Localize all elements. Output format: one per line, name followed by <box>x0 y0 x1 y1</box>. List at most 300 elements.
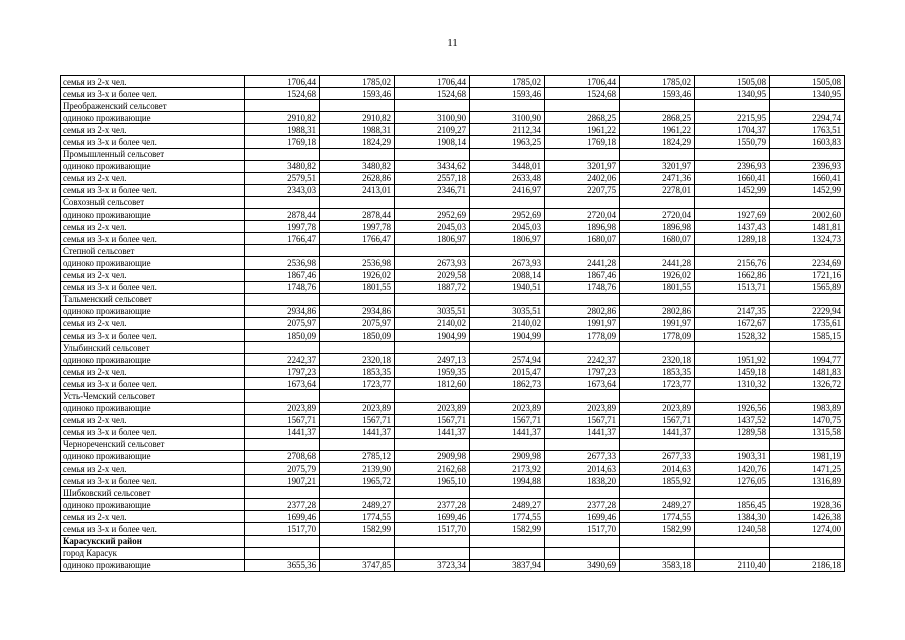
value-cell: 2489,27 <box>620 499 695 511</box>
row-label: семья из 2-х чел. <box>61 76 245 88</box>
value-cell: 1778,09 <box>545 329 620 341</box>
value-cell: 3201,97 <box>545 160 620 172</box>
row-label: одиноко проживающие <box>61 559 245 571</box>
value-cell: 1812,60 <box>395 378 470 390</box>
value-cell <box>695 148 770 160</box>
value-cell <box>395 535 470 547</box>
value-cell: 1680,07 <box>545 233 620 245</box>
row-label: семья из 3-х и более чел. <box>61 426 245 438</box>
value-cell <box>545 342 620 354</box>
value-cell: 1850,09 <box>245 329 320 341</box>
section-name: Промышленный сельсовет <box>61 148 245 160</box>
value-cell: 1997,78 <box>245 221 320 233</box>
value-cell: 3035,51 <box>395 305 470 317</box>
value-cell <box>395 342 470 354</box>
value-cell: 1452,99 <box>695 184 770 196</box>
value-cell: 1459,18 <box>695 366 770 378</box>
value-cell: 2075,97 <box>320 317 395 329</box>
value-cell: 1324,73 <box>770 233 845 245</box>
value-cell: 2909,98 <box>395 450 470 462</box>
value-cell: 2673,93 <box>395 257 470 269</box>
table-row <box>61 281 845 293</box>
value-cell: 2109,27 <box>395 124 470 136</box>
value-cell: 1517,70 <box>245 523 320 535</box>
value-cell: 2497,13 <box>395 354 470 366</box>
value-cell: 2720,04 <box>620 209 695 221</box>
value-cell: 1766,47 <box>245 233 320 245</box>
value-cell: 1316,89 <box>770 475 845 487</box>
table-row <box>61 305 845 317</box>
value-cell: 1706,44 <box>395 76 470 88</box>
value-cell: 1951,92 <box>695 354 770 366</box>
value-cell: 1567,71 <box>620 414 695 426</box>
value-cell <box>695 547 770 559</box>
table-row <box>61 112 845 124</box>
value-cell: 1926,56 <box>695 402 770 414</box>
value-cell: 2023,89 <box>395 402 470 414</box>
value-cell: 2377,28 <box>245 499 320 511</box>
value-cell <box>545 535 620 547</box>
row-label: семья из 3-х и более чел. <box>61 233 245 245</box>
value-cell: 2878,44 <box>245 209 320 221</box>
value-cell: 2628,86 <box>320 172 395 184</box>
value-cell <box>545 438 620 450</box>
value-cell: 1769,18 <box>245 136 320 148</box>
value-cell: 1853,35 <box>320 366 395 378</box>
value-cell: 3480,82 <box>320 160 395 172</box>
value-cell: 1699,46 <box>245 511 320 523</box>
value-cell: 2471,36 <box>620 172 695 184</box>
value-cell: 3723,34 <box>395 559 470 571</box>
value-cell <box>395 487 470 499</box>
value-cell: 1567,71 <box>320 414 395 426</box>
value-cell: 2677,33 <box>545 450 620 462</box>
table-row <box>61 559 845 571</box>
row-label: одиноко проживающие <box>61 160 245 172</box>
value-cell: 1824,29 <box>320 136 395 148</box>
value-cell <box>320 547 395 559</box>
value-cell <box>770 100 845 112</box>
value-cell <box>470 438 545 450</box>
value-cell: 2162,68 <box>395 463 470 475</box>
value-cell: 1582,99 <box>470 523 545 535</box>
value-cell: 2075,79 <box>245 463 320 475</box>
value-cell: 2088,14 <box>470 269 545 281</box>
value-cell <box>620 547 695 559</box>
table-body <box>61 76 845 572</box>
value-cell: 1274,00 <box>770 523 845 535</box>
value-cell: 2677,33 <box>620 450 695 462</box>
value-cell: 1763,51 <box>770 124 845 136</box>
section-header-row <box>61 245 845 257</box>
value-cell: 2868,25 <box>620 112 695 124</box>
table-row <box>61 172 845 184</box>
table-row <box>61 269 845 281</box>
table-row <box>61 378 845 390</box>
value-cell: 1774,55 <box>470 511 545 523</box>
value-cell: 1769,18 <box>545 136 620 148</box>
value-cell <box>620 245 695 257</box>
value-cell: 2140,02 <box>395 317 470 329</box>
value-cell: 1748,76 <box>245 281 320 293</box>
section-name: Тальменский сельсовет <box>61 293 245 305</box>
value-cell: 1289,18 <box>695 233 770 245</box>
row-label: семья из 2-х чел. <box>61 172 245 184</box>
value-cell <box>395 100 470 112</box>
value-cell: 3201,97 <box>620 160 695 172</box>
value-cell: 2785,12 <box>320 450 395 462</box>
value-cell: 1983,89 <box>770 402 845 414</box>
table-row <box>61 475 845 487</box>
value-cell <box>470 547 545 559</box>
value-cell: 1481,81 <box>770 221 845 233</box>
value-cell: 1926,02 <box>620 269 695 281</box>
value-cell: 1452,99 <box>770 184 845 196</box>
value-cell <box>320 148 395 160</box>
value-cell <box>695 342 770 354</box>
value-cell <box>470 390 545 402</box>
value-cell: 2802,86 <box>620 305 695 317</box>
row-label: семья из 2-х чел. <box>61 463 245 475</box>
section-header-row <box>61 438 845 450</box>
value-cell: 1963,25 <box>470 136 545 148</box>
value-cell: 2234,69 <box>770 257 845 269</box>
value-cell: 1735,61 <box>770 317 845 329</box>
table-row <box>61 184 845 196</box>
value-cell: 2396,93 <box>770 160 845 172</box>
value-cell: 1853,35 <box>620 366 695 378</box>
value-cell <box>620 196 695 208</box>
section-header-row <box>61 293 845 305</box>
value-cell: 1426,38 <box>770 511 845 523</box>
value-cell: 2320,18 <box>320 354 395 366</box>
value-cell <box>770 487 845 499</box>
value-cell <box>395 438 470 450</box>
value-cell <box>620 293 695 305</box>
value-cell: 2536,98 <box>320 257 395 269</box>
value-cell: 1528,32 <box>695 329 770 341</box>
value-cell: 2910,82 <box>245 112 320 124</box>
value-cell: 3747,85 <box>320 559 395 571</box>
row-label: одиноко проживающие <box>61 450 245 462</box>
value-cell <box>695 100 770 112</box>
value-cell: 2441,28 <box>545 257 620 269</box>
value-cell <box>770 438 845 450</box>
value-cell <box>245 487 320 499</box>
value-cell <box>545 196 620 208</box>
value-cell: 2014,63 <box>545 463 620 475</box>
value-cell: 1310,32 <box>695 378 770 390</box>
value-cell <box>770 148 845 160</box>
row-label: семья из 2-х чел. <box>61 366 245 378</box>
section-name: город Карасук <box>61 547 245 559</box>
value-cell: 1867,46 <box>545 269 620 281</box>
value-cell: 1801,55 <box>620 281 695 293</box>
section-name: Совхозный сельсовет <box>61 196 245 208</box>
value-cell: 1748,76 <box>545 281 620 293</box>
value-cell: 1505,08 <box>695 76 770 88</box>
value-cell: 1806,97 <box>395 233 470 245</box>
value-cell <box>470 342 545 354</box>
value-cell: 2396,93 <box>695 160 770 172</box>
value-cell: 2909,98 <box>470 450 545 462</box>
value-cell: 1603,83 <box>770 136 845 148</box>
value-cell <box>695 535 770 547</box>
value-cell: 3100,90 <box>470 112 545 124</box>
table-row <box>61 523 845 535</box>
value-cell <box>395 245 470 257</box>
value-cell <box>545 390 620 402</box>
page-number: 11 <box>447 37 458 49</box>
value-cell: 2023,89 <box>545 402 620 414</box>
value-cell: 1997,78 <box>320 221 395 233</box>
value-cell: 2952,69 <box>470 209 545 221</box>
value-cell: 1593,46 <box>620 88 695 100</box>
value-cell: 1420,76 <box>695 463 770 475</box>
value-cell: 2416,97 <box>470 184 545 196</box>
value-cell: 2045,03 <box>395 221 470 233</box>
row-label: семья из 2-х чел. <box>61 221 245 233</box>
value-cell: 1850,09 <box>320 329 395 341</box>
value-cell: 2112,34 <box>470 124 545 136</box>
value-cell: 2708,68 <box>245 450 320 462</box>
value-cell <box>770 535 845 547</box>
section-name: Улыбинский сельсовет <box>61 342 245 354</box>
value-cell <box>770 293 845 305</box>
table-row <box>61 329 845 341</box>
value-cell: 2173,92 <box>470 463 545 475</box>
row-label: одиноко проживающие <box>61 354 245 366</box>
value-cell: 3655,36 <box>245 559 320 571</box>
value-cell: 2215,95 <box>695 112 770 124</box>
value-cell: 1706,44 <box>245 76 320 88</box>
value-cell: 2574,94 <box>470 354 545 366</box>
value-cell: 1785,02 <box>320 76 395 88</box>
value-cell <box>470 245 545 257</box>
value-cell <box>395 293 470 305</box>
region-header-row <box>61 535 845 547</box>
value-cell <box>620 438 695 450</box>
value-cell <box>695 438 770 450</box>
value-cell: 2579,51 <box>245 172 320 184</box>
value-cell: 1441,37 <box>545 426 620 438</box>
value-cell: 1680,07 <box>620 233 695 245</box>
table-row <box>61 499 845 511</box>
value-cell: 1896,98 <box>545 221 620 233</box>
value-cell: 1965,72 <box>320 475 395 487</box>
section-header-row <box>61 100 845 112</box>
value-cell <box>620 342 695 354</box>
value-cell: 1699,46 <box>395 511 470 523</box>
value-cell: 3448,01 <box>470 160 545 172</box>
value-cell: 1481,83 <box>770 366 845 378</box>
value-cell <box>320 535 395 547</box>
value-cell: 2489,27 <box>470 499 545 511</box>
value-cell: 1699,46 <box>545 511 620 523</box>
section-name: Степной сельсовет <box>61 245 245 257</box>
value-cell <box>245 293 320 305</box>
value-cell: 2294,74 <box>770 112 845 124</box>
value-cell: 1524,68 <box>245 88 320 100</box>
value-cell <box>470 293 545 305</box>
value-cell: 1582,99 <box>320 523 395 535</box>
table-row <box>61 317 845 329</box>
value-cell: 2139,90 <box>320 463 395 475</box>
section-header-row <box>61 390 845 402</box>
value-cell: 1662,86 <box>695 269 770 281</box>
value-cell <box>770 547 845 559</box>
value-cell: 1524,68 <box>545 88 620 100</box>
value-cell: 1704,37 <box>695 124 770 136</box>
value-cell: 1315,58 <box>770 426 845 438</box>
value-cell: 1903,31 <box>695 450 770 462</box>
section-name: Чернореченский сельсовет <box>61 438 245 450</box>
value-cell: 1582,99 <box>620 523 695 535</box>
value-cell <box>695 196 770 208</box>
row-label: семья из 3-х и более чел. <box>61 136 245 148</box>
value-cell: 1706,44 <box>545 76 620 88</box>
table-row <box>61 463 845 475</box>
table-row <box>61 209 845 221</box>
section-header-row <box>61 148 845 160</box>
value-cell <box>395 390 470 402</box>
value-cell: 2346,71 <box>395 184 470 196</box>
table-row <box>61 76 845 88</box>
value-cell: 2868,25 <box>545 112 620 124</box>
value-cell: 1505,08 <box>770 76 845 88</box>
section-header-row <box>61 196 845 208</box>
table-row <box>61 257 845 269</box>
value-cell <box>245 535 320 547</box>
value-cell <box>770 342 845 354</box>
value-cell: 1565,89 <box>770 281 845 293</box>
row-label: семья из 2-х чел. <box>61 124 245 136</box>
value-cell: 1240,58 <box>695 523 770 535</box>
value-cell: 2402,06 <box>545 172 620 184</box>
value-cell: 1550,79 <box>695 136 770 148</box>
value-cell: 2156,76 <box>695 257 770 269</box>
value-cell <box>545 100 620 112</box>
table-row <box>61 136 845 148</box>
value-cell: 1961,22 <box>545 124 620 136</box>
value-cell: 1904,99 <box>395 329 470 341</box>
value-cell: 1856,45 <box>695 499 770 511</box>
section-header-row <box>61 487 845 499</box>
value-cell: 1988,31 <box>320 124 395 136</box>
value-cell: 2110,40 <box>695 559 770 571</box>
section-name: Преображенский сельсовет <box>61 100 245 112</box>
value-cell: 1838,20 <box>545 475 620 487</box>
row-label: семья из 2-х чел. <box>61 511 245 523</box>
value-cell: 1961,22 <box>620 124 695 136</box>
value-cell: 1785,02 <box>470 76 545 88</box>
value-cell: 1567,71 <box>545 414 620 426</box>
value-cell: 1384,30 <box>695 511 770 523</box>
value-cell: 2802,86 <box>545 305 620 317</box>
table-row <box>61 233 845 245</box>
value-cell: 1988,31 <box>245 124 320 136</box>
value-cell: 1593,46 <box>470 88 545 100</box>
value-cell: 2952,69 <box>395 209 470 221</box>
value-cell <box>245 196 320 208</box>
tariff-table <box>60 75 845 572</box>
value-cell: 1855,92 <box>620 475 695 487</box>
value-cell: 1904,99 <box>470 329 545 341</box>
value-cell: 2140,02 <box>470 317 545 329</box>
value-cell: 1965,10 <box>395 475 470 487</box>
value-cell: 1926,02 <box>320 269 395 281</box>
value-cell <box>470 148 545 160</box>
value-cell: 1517,70 <box>545 523 620 535</box>
value-cell: 1907,21 <box>245 475 320 487</box>
value-cell: 1276,05 <box>695 475 770 487</box>
value-cell: 2910,82 <box>320 112 395 124</box>
value-cell: 1896,98 <box>620 221 695 233</box>
row-label: одиноко проживающие <box>61 112 245 124</box>
value-cell: 1567,71 <box>395 414 470 426</box>
value-cell <box>320 100 395 112</box>
value-cell: 1567,71 <box>470 414 545 426</box>
value-cell: 2023,89 <box>320 402 395 414</box>
value-cell: 1908,14 <box>395 136 470 148</box>
value-cell: 1774,55 <box>620 511 695 523</box>
value-cell: 2029,58 <box>395 269 470 281</box>
value-cell: 1927,69 <box>695 209 770 221</box>
value-cell: 2673,93 <box>470 257 545 269</box>
value-cell: 2377,28 <box>395 499 470 511</box>
table-row <box>61 426 845 438</box>
value-cell <box>245 547 320 559</box>
value-cell <box>245 100 320 112</box>
value-cell <box>620 487 695 499</box>
value-cell <box>770 245 845 257</box>
value-cell <box>245 390 320 402</box>
value-cell: 1981,19 <box>770 450 845 462</box>
value-cell: 2934,86 <box>245 305 320 317</box>
value-cell: 1326,72 <box>770 378 845 390</box>
value-cell: 1673,64 <box>245 378 320 390</box>
value-cell: 2536,98 <box>245 257 320 269</box>
value-cell: 2320,18 <box>620 354 695 366</box>
table-row <box>61 160 845 172</box>
value-cell <box>620 535 695 547</box>
table-row <box>61 511 845 523</box>
value-cell: 1723,77 <box>620 378 695 390</box>
value-cell: 1994,88 <box>470 475 545 487</box>
value-cell <box>470 487 545 499</box>
value-cell <box>245 148 320 160</box>
value-cell: 1673,64 <box>545 378 620 390</box>
value-cell: 3583,18 <box>620 559 695 571</box>
value-cell <box>395 196 470 208</box>
value-cell: 1806,97 <box>470 233 545 245</box>
value-cell <box>470 535 545 547</box>
value-cell: 1660,41 <box>770 172 845 184</box>
value-cell: 3035,51 <box>470 305 545 317</box>
value-cell: 2343,03 <box>245 184 320 196</box>
value-cell: 2878,44 <box>320 209 395 221</box>
value-cell: 2441,28 <box>620 257 695 269</box>
table-row <box>61 354 845 366</box>
value-cell: 3434,62 <box>395 160 470 172</box>
value-cell <box>320 196 395 208</box>
value-cell: 2557,18 <box>395 172 470 184</box>
value-cell: 1567,71 <box>245 414 320 426</box>
value-cell <box>545 245 620 257</box>
value-cell <box>545 547 620 559</box>
value-cell <box>245 438 320 450</box>
value-cell: 1994,77 <box>770 354 845 366</box>
